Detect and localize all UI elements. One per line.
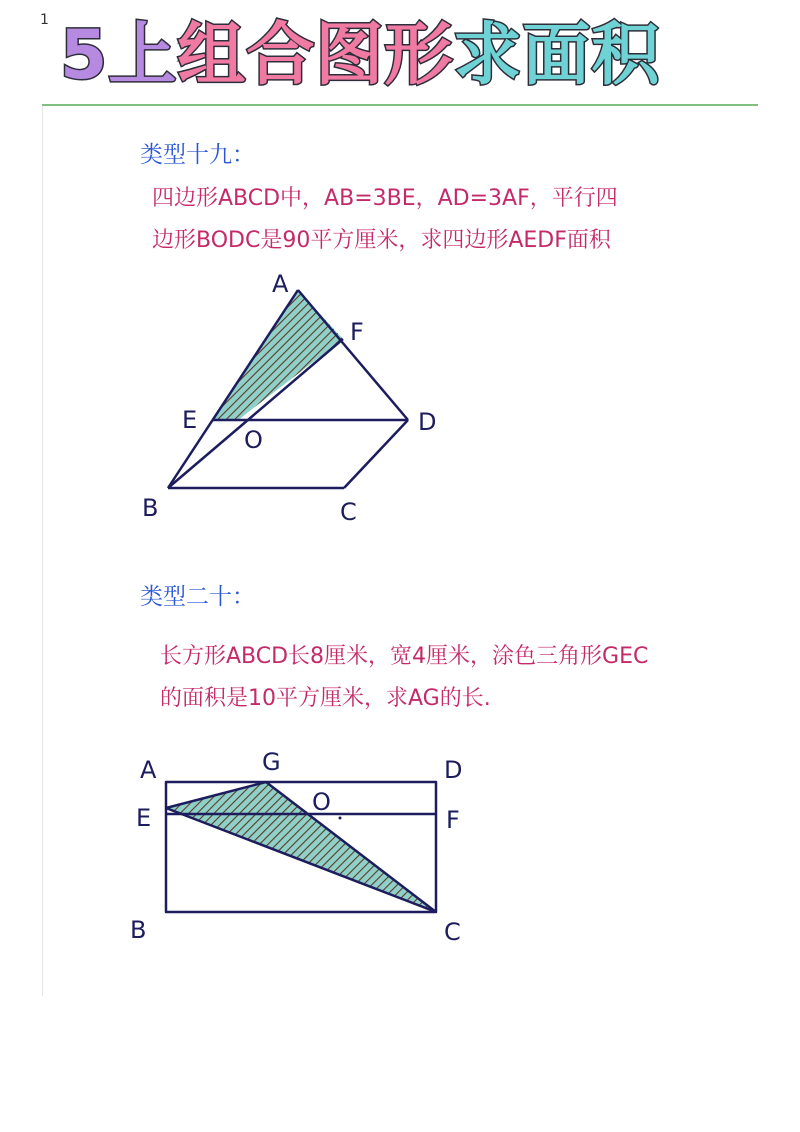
- label-o: O: [312, 788, 331, 816]
- label-a: A: [140, 756, 157, 784]
- title-char: 面: [522, 16, 592, 95]
- title-char: 合: [246, 16, 316, 95]
- page-mark: 1: [40, 12, 49, 28]
- label-f: F: [350, 318, 364, 346]
- title-char: 图: [315, 16, 385, 95]
- label-e: E: [136, 804, 152, 832]
- label-b: B: [142, 494, 159, 522]
- problem20-line-2: 的面积是10平方厘米，求AG的长.: [160, 686, 491, 711]
- label-c: C: [340, 498, 357, 526]
- segment-cd: [344, 420, 408, 488]
- problem19-line-1: 四边形ABCD中，AB=3BE，AD=3AF，平行四: [152, 186, 618, 211]
- label-d: D: [418, 408, 437, 436]
- title-char: 组: [177, 16, 247, 95]
- problem20-line-1: 长方形ABCD长8厘米，宽4厘米，涂色三角形GEC: [160, 644, 649, 669]
- label-f: F: [446, 806, 460, 834]
- problem19-heading: 类型十九：: [140, 142, 255, 168]
- segment-ab: [168, 290, 298, 488]
- label-e: E: [182, 406, 198, 434]
- title-char: 积: [591, 16, 661, 95]
- shaded-triangle-gec: [166, 782, 436, 912]
- label-d: D: [444, 756, 463, 784]
- label-g: G: [262, 748, 281, 776]
- figure-20: [130, 748, 462, 946]
- point-dot: [339, 817, 342, 820]
- label-o: O: [244, 426, 263, 454]
- label-c: C: [444, 918, 461, 946]
- title-char: 5: [60, 16, 109, 95]
- label-a: A: [272, 270, 289, 298]
- figure-19: [142, 270, 436, 526]
- title-char: 求: [453, 16, 523, 95]
- problem20-heading: 类型二十：: [140, 584, 255, 610]
- problem19-line-2: 边形BODC是90平方厘米，求四边形AEDF面积: [152, 228, 611, 253]
- title-char: 形: [384, 16, 454, 95]
- label-b: B: [130, 916, 147, 944]
- title-char: 上: [108, 16, 178, 95]
